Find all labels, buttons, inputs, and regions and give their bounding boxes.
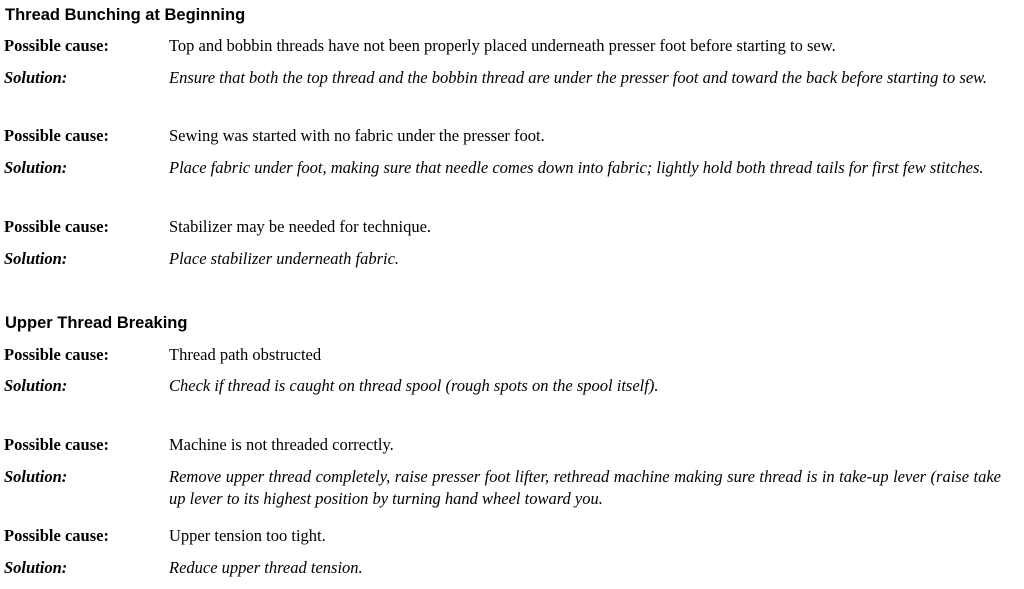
- solution-text: Reduce upper thread tension.: [169, 558, 363, 577]
- section-heading-upper-thread-breaking: Upper Thread Breaking: [5, 314, 188, 332]
- possible-cause-label: Possible cause:: [4, 217, 109, 236]
- solution-text: Check if thread is caught on thread spool (rough spots on the spool itself).: [169, 376, 659, 395]
- solution-text: Place fabric under foot, making sure that needle comes down into fabric; lightly hold both thread tails for first few stitches.: [169, 158, 984, 177]
- solution-label: Solution:: [4, 68, 68, 87]
- possible-cause-text: Top and bobbin threads have not been properly placed underneath presser foot before starting to sew.: [169, 36, 836, 55]
- possible-cause-text: Machine is not threaded correctly.: [169, 435, 394, 454]
- solution-label: Solution:: [4, 158, 68, 177]
- solution-text: Remove upper thread completely, raise presser foot lifter, rethread machine making sure thread is in take-up lever (raise take up lever to its highest position by turning hand wheel toward you.: [169, 467, 1001, 508]
- possible-cause-label: Possible cause:: [4, 36, 109, 55]
- possible-cause-label: Possible cause:: [4, 126, 109, 145]
- possible-cause-label: Possible cause:: [4, 435, 109, 454]
- solution-label: Solution:: [4, 467, 68, 486]
- solution-label: Solution:: [4, 376, 68, 395]
- possible-cause-text: Stabilizer may be needed for technique.: [169, 217, 432, 236]
- possible-cause-text: Sewing was started with no fabric under the presser foot.: [169, 126, 545, 145]
- solution-label: Solution:: [4, 558, 68, 577]
- solution-text: Ensure that both the top thread and the bobbin thread are under the presser foot and toward the back before starting to sew.: [169, 68, 988, 87]
- solution-text: Place stabilizer underneath fabric.: [169, 249, 400, 268]
- solution-label: Solution:: [4, 249, 68, 268]
- possible-cause-label: Possible cause:: [4, 526, 109, 545]
- section-heading-thread-bunching: Thread Bunching at Beginning: [5, 6, 246, 24]
- possible-cause-text: Thread path obstructed: [169, 345, 322, 364]
- possible-cause-label: Possible cause:: [4, 345, 109, 364]
- possible-cause-text: Upper tension too tight.: [169, 526, 326, 545]
